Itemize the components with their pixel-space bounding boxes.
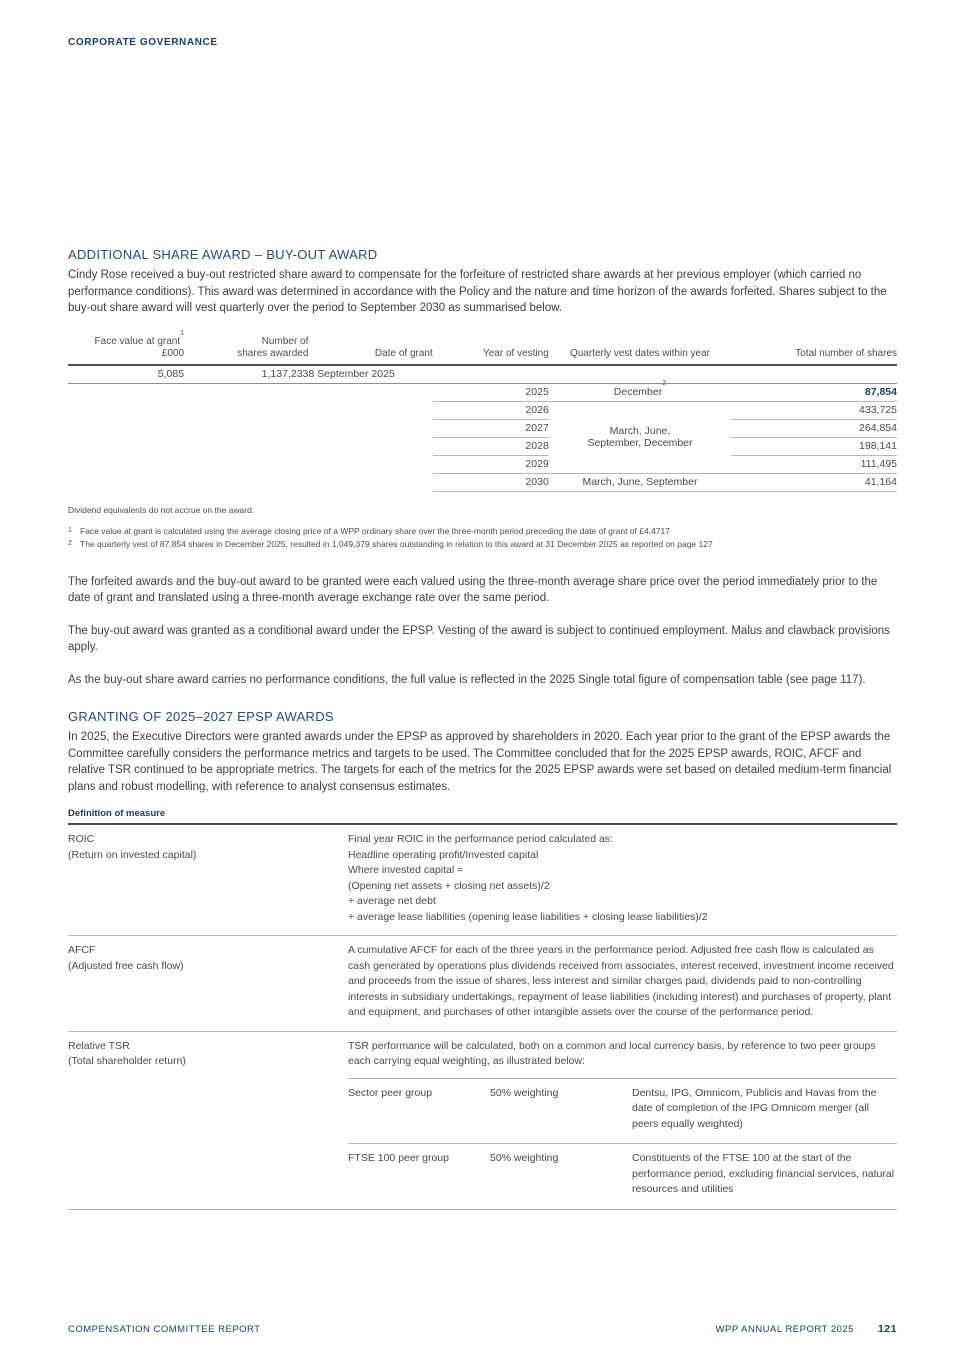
footer-section-title: COMPENSATION COMMITTEE REPORT (68, 1324, 261, 1335)
measures-table-header: Definition of measure (68, 808, 897, 825)
page-number: 121 (877, 1323, 897, 1335)
face-value-cell: 5,085 (68, 365, 184, 384)
epsp-intro-paragraph: In 2025, the Executive Directors were granted awards under the EPSP as approved by shareholders in 2020. Each year prior to the grant of the EPSP awards the Committee carefully considers the performance metrics and targets to be used. The Committee concluded that for the 2025 EPSP awards, ROIC, AFCF and relative TSR continued to be appropriate metrics. The targets for each of the metrics for the 2025 EPSP awards were set based on detailed medium-term financial plans and robust modelling, with reference to analyst consensus estimates. (68, 731, 892, 793)
measure-definition: TSR performance will be calculated, both on a common and local currency basis, by reference to two peer groups each carrying equal weighting, as illustrated below: Sector peer group 50% weighting Dentsu, IPG, Omnicom, Publicis and Havas from the date of completion of the IPG Omnicom merger (all peers equally weighted) FTSE 100 peer group 50% weighting Constituents of the FTSE 100 at the start of the performance period, excluding financial services, natural resources and utilities (348, 1039, 897, 1209)
peer-group-weighting: 50% weighting (490, 1086, 559, 1099)
measure-row-tsr (68, 1032, 897, 1210)
vesting-year: 2030 (433, 473, 549, 491)
vesting-year: 2025 (433, 383, 549, 401)
measure-term: Relative TSR (Total shareholder return) (68, 1039, 186, 1067)
table-spacer (68, 383, 433, 491)
page-content (68, 247, 897, 1210)
buyout-award-table (68, 329, 897, 492)
paragraph-single-figure: As the buy-out share award carries no performance conditions, the full value is reflected in the 2025 Single total figure of compensation table (see page 117). (68, 673, 866, 686)
peer-group-description: Dentsu, IPG, Omnicom, Publicis and Havas from the date of completion of the IPG Omnicom merger (all peers equally weighted) (632, 1086, 877, 1130)
footnote-text: The quarterly vest of 87,854 shares in December 2025, resulted in 1,049,379 shares outstanding in relation to this award at 31 December 2025 as reported on page 127 (80, 539, 713, 549)
measure-row-afcf (68, 936, 897, 1032)
footnote-text: Face value at grant is calculated using the average closing price of a WPP ordinary share over the three-month period preceding the date of grant of £4.4717 (80, 525, 671, 536)
vesting-year: 2028 (433, 437, 549, 455)
page-footer (68, 1323, 897, 1335)
vesting-dates-merged: March, June, September, December (549, 401, 731, 473)
peer-group-row-sector (348, 1078, 897, 1144)
footnote-ref-2: 2 (662, 380, 667, 387)
col-header-face-value (68, 329, 185, 365)
vesting-total: 111,495 (731, 455, 897, 473)
measure-definition: Final year ROIC in the performance period calculated as: Headline operating profit/Invested capital Where invested capital = (Opening net assets + closing net assets)/2 + average net debt + average lease liabilities (opening lease liabilities + closing lease liabilities)/2 (348, 833, 708, 923)
footnote-1 (68, 525, 897, 539)
col-header-face-value-label: Face value at grant (94, 335, 181, 347)
footer-right (716, 1323, 897, 1335)
vesting-dates: March, June, September (549, 473, 731, 491)
footnotes (68, 525, 897, 552)
footnote-marker: 1 (68, 526, 72, 534)
section-eyebrow: CORPORATE GOVERNANCE (68, 37, 218, 48)
peer-group-description: Constituents of the FTSE 100 at the start of the performance period, excluding financial services, natural resources and utilities (632, 1152, 895, 1195)
buyout-intro-paragraph: Cindy Rose received a buy-out restricted share award to compensate for the forfeiture of restricted share awards at her previous employer (which carried no performance conditions). This award was determined in accordance with the Policy and the nature and time horizon of the awards forfeited. Shares subject to the buy-out share award will vest quarterly over the period to September 2030 as summarised below. (68, 269, 887, 314)
date-of-grant-cell: 8 September 2025 (308, 365, 432, 384)
measures-table (68, 808, 897, 1210)
footnote-2 (68, 538, 897, 552)
col-header-date: Date of grant (308, 336, 432, 365)
vesting-total: 41,164 (731, 473, 897, 491)
vesting-total: 87,854 (731, 383, 897, 401)
vesting-dates: December$^2$ (549, 383, 731, 401)
footnote-marker: 2 (68, 540, 72, 547)
peer-group-name: Sector peer group (348, 1086, 433, 1099)
vesting-year: 2026 (433, 401, 549, 419)
measure-definition: A cumulative AFCF for each of the three years in the performance period. Adjusted free cash flow is calculated as cash generated by operations plus dividends received from associates, interest received, investment income received and proceeds from the issue of shares, less interest and similar charges paid, dividends paid to non-controlling interests in subsidiary undertakings, repayment of lease liabilities (including interest) and purchases of property, plant and equipment, and purchases of other intangible assets over the course of the performance period. (348, 944, 894, 1018)
epsp-section-heading: GRANTING OF 2025–2027 EPSP AWARDS (68, 709, 334, 724)
peer-group-weighting: 50% weighting (490, 1152, 559, 1164)
measure-term: ROIC (Return on invested capital) (68, 833, 197, 861)
vesting-total: 433,725 (731, 401, 897, 419)
shares-awarded-cell: 1,137,233 (184, 365, 308, 384)
vesting-total: 264,854 (731, 419, 897, 437)
table-header-row (68, 336, 897, 365)
vesting-total: 198,141 (731, 437, 897, 455)
col-header-year: Year of vesting (433, 336, 549, 365)
col-header-face-value-unit: £000 (161, 347, 185, 359)
col-header-quarterly: Quarterly vest dates within year (549, 336, 731, 365)
footer-report-title: WPP ANNUAL REPORT 2025 (715, 1324, 854, 1335)
measure-row-roic (68, 825, 897, 936)
col-header-shares: Number of shares awarded (184, 336, 308, 365)
paragraph-valuation: The forfeited awards and the buy-out award to be granted were each valued using the three-month average share price over the period immediately prior to the date of grant and translated using a three-month average exchange rate over the same period. (68, 575, 878, 604)
table-note: Dividend equivalents do not accrue on the award. (68, 504, 255, 515)
vesting-row-2025 (68, 383, 897, 401)
peer-group-row-ftse (348, 1143, 897, 1209)
vesting-year: 2027 (433, 419, 549, 437)
footnote-ref-1: 1 (180, 329, 185, 337)
buyout-section-heading: ADDITIONAL SHARE AWARD – BUY-OUT AWARD (68, 247, 378, 262)
peer-group-table (348, 1078, 897, 1209)
measure-term: AFCF (Adjusted free cash flow) (68, 944, 184, 972)
col-header-total: Total number of shares (731, 336, 897, 365)
grant-row (68, 365, 897, 384)
vesting-year: 2029 (433, 455, 549, 473)
peer-group-name: FTSE 100 peer group (348, 1152, 449, 1164)
paragraph-conditional-award: The buy-out award was granted as a conditional award under the EPSP. Vesting of the award is subject to continued employment. Malus and clawback provisions apply. (68, 624, 890, 653)
